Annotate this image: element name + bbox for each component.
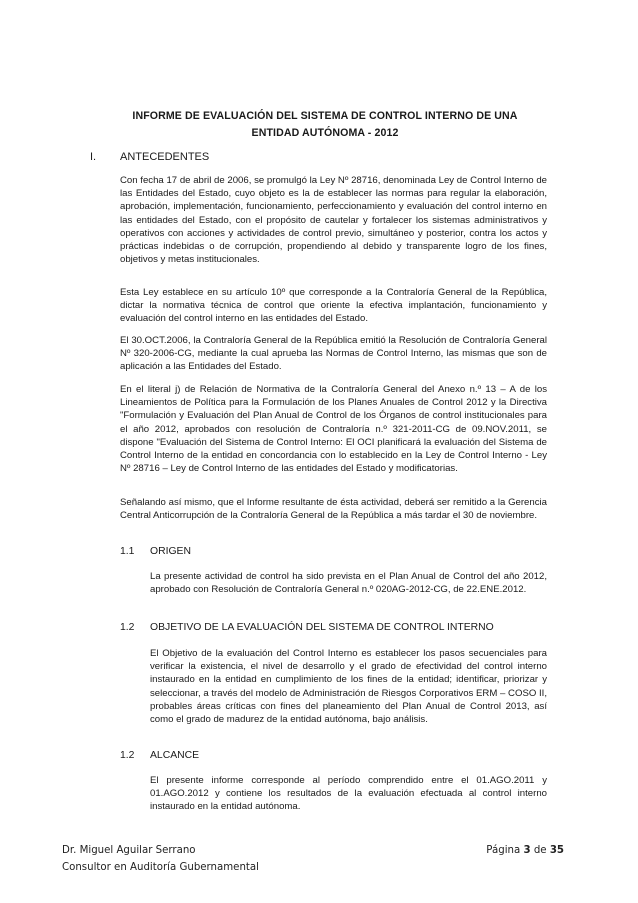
page-number [486,842,564,859]
section-number: I. [90,151,97,163]
document-title [90,108,560,142]
footer-author-name: Dr. Miguel Aguilar Serrano [62,845,196,856]
section-title: ANTECEDENTES [120,151,210,163]
title-line-2: ENTIDAD AUTÓNOMA - 2012 [251,127,399,139]
paragraph-2: Esta Ley establece en su artículo 10º que corresponde a la Contraloría General de la República, dictar la normativa técnica de control que oriente la efectiva implantación, funcionamiento y evaluación del control interno en las entidades del Estado. [120,287,547,325]
page-of: de [533,845,547,856]
paragraph-3: El 30.OCT.2006, la Contraloría General de la República emitió la Resolución de Contraloría General Nº 320-2006-CG, mediante la cual aprueba las Normas de Control Interno, las mismas que son de aplicación a las Entidades del Estado. [120,335,547,373]
paragraph-1: Con fecha 17 de abril de 2006, se promulgó la Ley Nº 28716, denominada Ley de Control Interno de las Entidades del Estado, cuyo objeto es la de establecer las normas para regular la elaboración, aprobación, implementación, funcionamiento, perfeccionamiento y evaluación del control interno en las entidades del Estado, con el propósito de cautelar y fortalecer los sistemas administrativos y operativos con acciones y actividades de control previo, simultáneo y posterior, contra los actos y prácticas indebidas o de corrupción, propendiendo al debido y transparente logro de los fines, objetivos y metas institucionales. [120,175,547,266]
subsection-3-text: El presente informe corresponde al período comprendido entre el 01.AGO.2011 y 01.AGO.2012 y contiene los resultados de la evaluación efectuada al control interno instaurado en la entidad autónoma. [150,775,547,813]
paragraph-5: Señalando así mismo, que el Informe resultante de ésta actividad, deberá ser remitido a la Gerencia Central Anticorrupción de la Contraloría General de la República a más tardar el 30 de noviembre. [120,497,547,522]
subsection-2-number: 1.2 [120,622,135,633]
subsection-3-title: ALCANCE [150,750,200,761]
subsection-2-text: El Objetivo de la evaluación del Control Interno es establecer los pasos secuenciales para verificar la existencia, el nivel de desarrollo y el grado de efectividad del control interno instaurado en la entidad en cumplimiento de los fines de la entidad; identificar, priorizar y seleccionar, a través del modelo de Administración de Riesgos Corporativos ERM – COSO II, probables áreas críticas con fines del planeamiento del Plan Anual de Control 2013, así como el grado de madurez de la entidad autónoma, bajo análisis. [150,648,547,726]
subsection-1-title: ORIGEN [150,546,191,557]
page-current: 3 [523,845,531,856]
subsection-2-title: OBJETIVO DE LA EVALUACIÓN DEL SISTEMA DE CONTROL INTERNO [150,622,494,633]
paragraph-4: En el literal j) de Relación de Normativa de la Contraloría General del Anexo n.º 13 – A de los Lineamientos de Política para la Formulación de los Planes Anuales de Control 2012 y la Directiva "Formulación y Evaluación del Plan Anual de Control de los Órganos de control institucionales para el año 2012, aprobados con resolución de Contraloría n.º 321-2011-CG de 09.NOV.2011, se dispone "Evaluación del Sistema de Control Interno: El OCI planificará la evaluación del Sistema de Control Interno de la entidad en concordancia con lo establecido en la Ley de Control Interno - Ley Nº 28716 – Ley de Control Interno de las entidades del Estado y modificatorias. [120,384,547,475]
page-footer-author [62,842,259,876]
subsection-3-number: 1.2 [120,750,135,761]
subsection-1-text: La presente actividad de control ha sido prevista en el Plan Anual de Control del año 2012, aprobado con Resolución de Contraloría General n.º 020AG-2012-CG, de 22.ENE.2012. [150,571,547,596]
subsection-1-number: 1.1 [120,546,135,557]
page-label: Página [486,845,521,856]
page-total: 35 [549,845,564,856]
footer-author-role: Consultor en Auditoría Gubernamental [62,862,259,873]
title-line-1: INFORME DE EVALUACIÓN DEL SISTEMA DE CONTROL INTERNO DE UNA [132,110,518,122]
